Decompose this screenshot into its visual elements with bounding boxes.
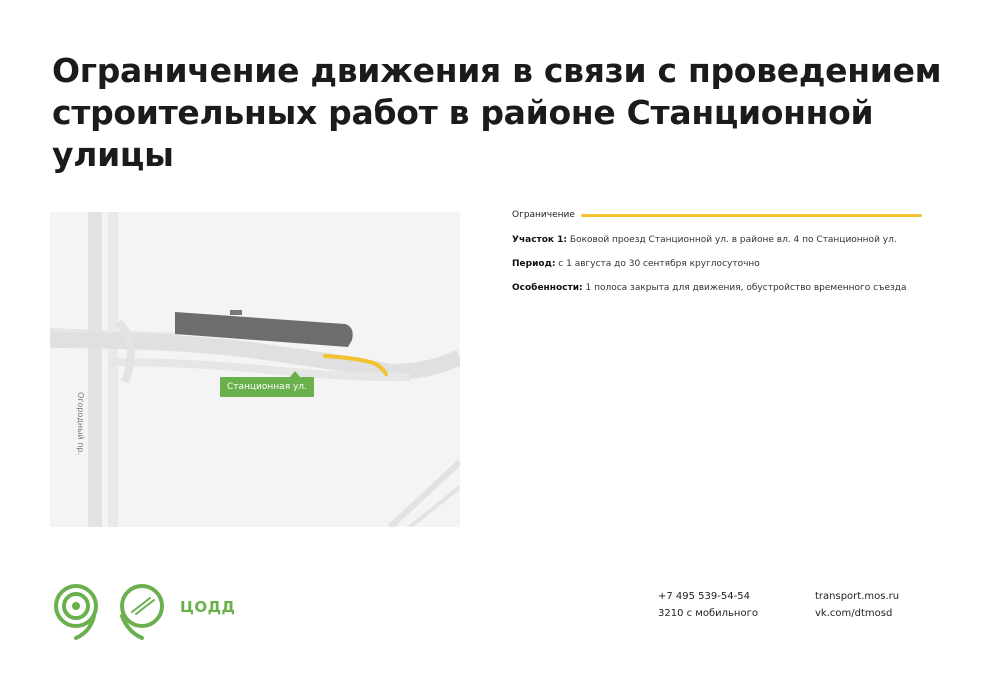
moscow-transport-logo-icon <box>56 586 96 638</box>
vertical-street-label: Огородный пр. <box>76 392 85 456</box>
short-number: 3210 с мобильного <box>658 608 758 619</box>
street-tag: Станционная ул. <box>220 377 314 397</box>
brand-name: ЦОДД <box>180 598 236 616</box>
contacts-phone <box>658 588 758 622</box>
detail-text: Боковой проезд Станционной ул. в районе вл. 4 по Станционной ул. <box>567 235 897 245</box>
detail-label: Особенности: <box>512 283 583 293</box>
logo[interactable] <box>50 582 175 646</box>
map-roads <box>50 212 460 527</box>
map[interactable] <box>50 212 460 527</box>
contacts-links <box>815 588 899 622</box>
page-title: Ограничение движения в связи с проведением строительных работ в районе Станционной улицы <box>52 51 942 174</box>
detail-text: 1 полоса закрыта для движения, обустройство временного съезда <box>582 283 907 293</box>
detail-text: с 1 августа до 30 сентября круглосуточно <box>555 259 760 269</box>
detail-label: Период: <box>512 259 556 269</box>
social-link[interactable]: vk.com/dtmosd <box>815 608 893 619</box>
detail-features <box>512 282 922 295</box>
detail-period <box>512 258 922 271</box>
detail-label: Участок 1: <box>512 235 568 245</box>
legend <box>512 210 922 220</box>
legend-label: Ограничение <box>512 210 575 220</box>
phone-number[interactable]: +7 495 539-54-54 <box>658 591 750 602</box>
legend-line <box>581 214 922 217</box>
site-link[interactable]: transport.mos.ru <box>815 591 900 602</box>
detail-section <box>512 234 922 247</box>
info-panel <box>512 210 922 306</box>
codd-logo-icon <box>122 586 162 638</box>
